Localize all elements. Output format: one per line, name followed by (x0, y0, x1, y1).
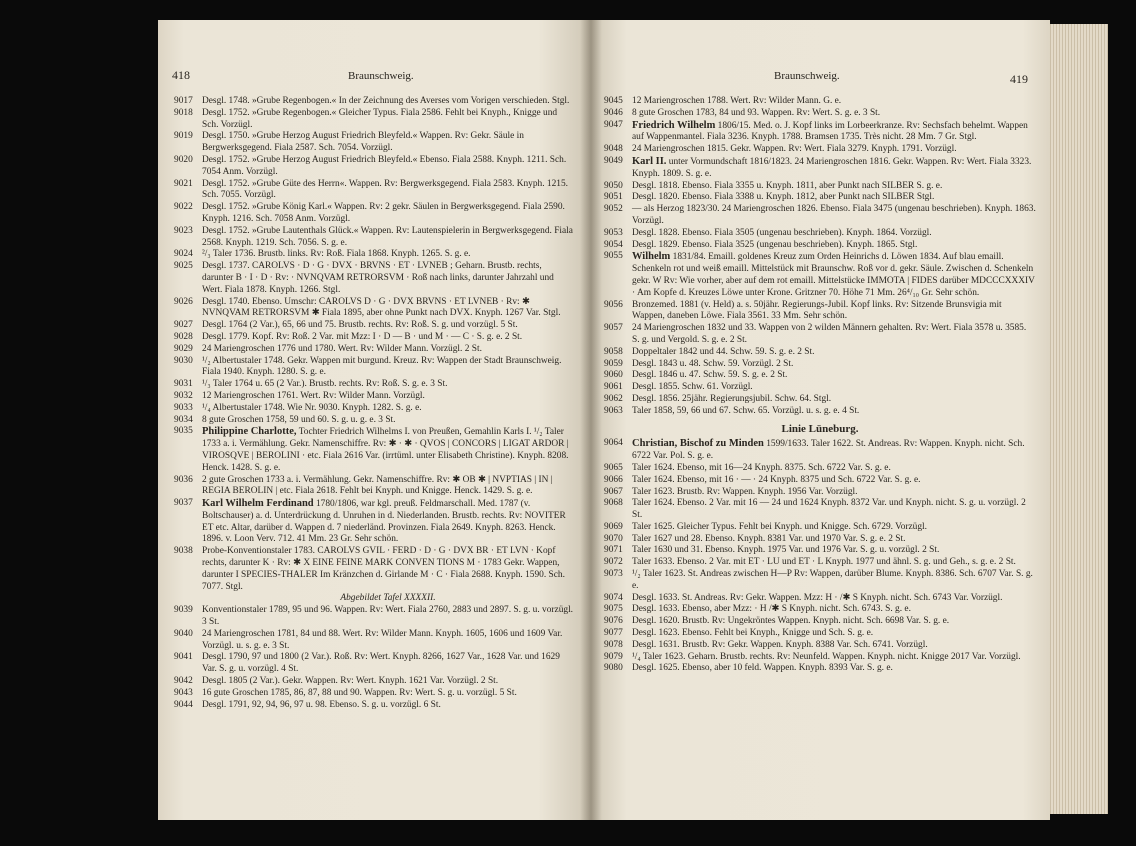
entry-text: 24 Mariengroschen 1781, 84 und 88. Wert. Rv: Wilder Mann. Knyph. 1605, 1606 und 1609 Var. Vorzügl. u. s. g. e. 3 St. (202, 628, 563, 651)
entry-number: 9066 (604, 474, 623, 485)
catalog-entry (174, 356, 574, 380)
catalog-entry (174, 179, 574, 203)
catalog-entry (604, 204, 1036, 228)
entry-number: 9025 (174, 261, 193, 272)
entry-text: 24 Mariengroschen 1776 und 1780. Wert. Rv: Wilder Mann. Vorzügl. 2 St. (202, 343, 482, 354)
entry-number: 9059 (604, 358, 623, 369)
entry-number: 9039 (174, 605, 193, 616)
entry-number: 9076 (604, 616, 623, 627)
entry-number: 9035 (174, 426, 193, 437)
catalog-entry (174, 320, 574, 332)
entry-number: 9046 (604, 107, 623, 118)
entry-text: — als Herzog 1823/30. 24 Mariengroschen 1826. Ebenso. Fiala 3475 (ungenau beschrieben). Knyph. 1863. Vorzügl. (632, 204, 1036, 226)
left-page (158, 20, 590, 820)
catalog-entry (604, 382, 1036, 394)
catalog-entry (604, 240, 1036, 252)
catalog-entry (174, 700, 574, 712)
entry-number: 9026 (174, 296, 193, 307)
entry-number: 9070 (604, 533, 623, 544)
ruler-name: Friedrich Wilhelm (632, 119, 716, 131)
entry-number: 9055 (604, 251, 623, 262)
entry-text: 24 Mariengroschen 1832 und 33. Wappen von 2 wilden Männern gehalten. Rv: Wert. Fiala 3578 u. 3585. S. g. und Vergold. S. g. e. 2 St. (632, 323, 1027, 345)
ruler-name: Karl Wilhelm Ferdinand (202, 498, 314, 510)
entry-number: 9053 (604, 227, 623, 238)
entry-text: Desgl. 1752. »Grube König Karl.« Wappen. Rv: 2 gekr. Säulen in Bergwerksgegend. Fiala 2590. Knyph. 1216. Sch. 7058 Anm. Vorzügl. (202, 202, 565, 224)
entry-text: Taler 1625. Gleicher Typus. Fehlt bei Knyph. und Knigge. Sch. 6729. Vorzügl. (632, 521, 928, 532)
entry-number: 9044 (174, 699, 193, 710)
book-spine (580, 20, 602, 820)
entry-number: 9037 (174, 498, 193, 509)
entry-number: 9080 (604, 663, 623, 674)
entry-number: 9062 (604, 393, 623, 404)
entry-text: 24 Mariengroschen 1815. Gekr. Wappen. Rv: Wert. Fiala 3279. Knyph. 1791. Vorzügl. (632, 144, 957, 155)
entry-number: 9030 (174, 355, 193, 366)
page-number-right: 419 (1010, 72, 1028, 86)
entry-text: ¹/₃ Taler 1764 u. 65 (2 Var.). Brustb. rechts. Rv: Roß. S. g. e. 3 St. (202, 379, 448, 390)
entry-text: Desgl. 1820. Ebenso. Fiala 3388 u. Knyph. 1812, aber Punkt nach SILBER Stgl. (632, 192, 935, 203)
entry-text: ²/₃ Taler 1736. Brustb. links. Rv: Roß. Fiala 1868. Knyph. 1265. S. g. e. (202, 249, 471, 260)
entry-number: 9061 (604, 382, 623, 393)
entry-text: Desgl. 1748. »Grube Regenbogen.« In der Zeichnung des Averses vom Vorigen verschieden. Stgl. (202, 96, 570, 106)
entry-number: 9072 (604, 557, 623, 568)
catalog-entry (174, 226, 574, 250)
catalog-entry (174, 344, 574, 356)
entry-number: 9024 (174, 249, 193, 260)
entry-number: 9058 (604, 346, 623, 357)
entry-text: Bronzemed. 1881 (v. Held) a. s. 50jähr. Regierungs-Jubil. Kopf links. Rv: Sitzende Brunsvigia mit Wappen, daneben Löwe. Fiala 3561. 33 Mm. Sehr schön. (632, 299, 1002, 322)
catalog-entry (604, 522, 1036, 534)
ruler-name: Wilhelm (632, 251, 671, 263)
entry-number: 9041 (174, 652, 193, 663)
entry-text: 8 gute Groschen 1783, 84 und 93. Wappen. Rv: Wert. S. g. e. 3 St. (632, 107, 881, 118)
entry-text: Desgl. 1843 u. 48. Schw. 59. Vorzügl. 2 St. (632, 358, 794, 369)
catalog-entry (604, 663, 1036, 675)
entry-number: 9065 (604, 462, 623, 473)
catalog-entry (174, 426, 574, 474)
open-book (158, 20, 1108, 820)
entry-text: 12 Mariengroschen 1788. Wert. Rv: Wilder Mann. G. e. (632, 96, 842, 106)
catalog-entry (604, 96, 1036, 108)
catalog-entry (604, 557, 1036, 569)
entry-text: Desgl. 1737. CAROLVS · D · G · DVX · BRVNS · ET · LVNEB ; Geharn. Brustb. rechts, darunter B · I · D · Rv: · NVNQVAM RETRORSVM · Roß nach links, darunter Jahrzahl und Wert. Fiala 1878. Knyph. 1266. Stgl. (202, 261, 554, 295)
catalog-entry (174, 605, 574, 629)
entry-number: 9034 (174, 414, 193, 425)
entry-text: Taler 1624. Ebenso. 2 Var. mit 16 — 24 und 1624 Knyph. 8372 Var. und Knyph. nicht. S. g. u. vorzügl. 2 St. (632, 498, 1026, 521)
catalog-entry (174, 249, 574, 261)
entry-text: Desgl. 1829. Ebenso. Fiala 3525 (ungenau beschrieben). Knyph. 1865. Stgl. (632, 239, 918, 250)
entry-text: Desgl. 1805 (2 Var.). Gekr. Wappen. Rv: Wert. Knyph. 1621 Var. Vorzügl. 2 St. (202, 676, 499, 687)
plate-caption: Abgebildet Tafel XXXXII. (340, 593, 436, 604)
entry-text: 1599/1633. Taler 1622. St. Andreas. Rv: Wappen. Knyph. nicht. Sch. 6722 Var. Pol. S. g. e. (632, 439, 1025, 462)
catalog-entry (604, 394, 1036, 406)
entry-number: 9017 (174, 96, 193, 106)
catalog-entry (174, 546, 574, 605)
catalog-entry (604, 475, 1036, 487)
entry-text: Desgl. 1623. Ebenso. Fehlt bei Knyph., Knigge und Sch. S. g. e. (632, 628, 874, 639)
entry-text: Desgl. 1779. Kopf. Rv: Roß. 2 Var. mit Mzz: I · D — B · und M · — C · S. g. e. 2 St. (202, 331, 523, 342)
entry-number: 9077 (604, 628, 623, 639)
entry-number: 9023 (174, 225, 193, 236)
catalog-entry (604, 359, 1036, 371)
catalog-entry (174, 403, 574, 415)
entry-number: 9063 (604, 405, 623, 416)
ruler-name: Philippine Charlotte, (202, 426, 297, 438)
running-head-left: Braunschweig. (348, 70, 414, 82)
entry-number: 9049 (604, 155, 623, 166)
entry-number: 9043 (174, 687, 193, 698)
entry-text: 8 gute Groschen 1758, 59 und 60. S. g. u. g. e. 3 St. (202, 414, 396, 425)
entry-number: 9051 (604, 192, 623, 203)
entry-number: 9079 (604, 651, 623, 662)
entry-text: 1780/1806, war kgl. preuß. Feldmarschall. Med. 1787 (v. Boltschauser) a. d. Unterdrückung d. Unruhen in d. Niederlanden. Brustb. rechts. Rv: NOVITER ET etc. Altar, darüber d. Wappen d. 7 niederländ. Provinzen. Fiala 2649. Knyph. 8263. Henck. 1896. v. Loon Verv. 712. 41 Mm. 23 Gr. Sehr schön. (202, 499, 566, 545)
catalog-entry (174, 108, 574, 132)
entry-number: 9069 (604, 521, 623, 532)
entry-text: Tochter Friedrich Wilhelms I. von Preußen, Gemahlin Karls I. ¹/₂ Taler 1733 a. i. Vermählung. Gekr. Namenschiffre. Rv: ✱ · ✱ · QVOS | CONCORS | LIGAT ARDOR | VIROSQVE | BEROLINI · etc. Fiala 2616 Var. (irrtüml. unter Elisabeth Christine). Knyph. 8208. Henck. 1428. S. g. e. (202, 427, 569, 473)
catalog-entry (174, 131, 574, 155)
catalog-entry (604, 593, 1036, 605)
entry-text: Taler 1624. Ebenso, mit 16—24 Knyph. 8375. Sch. 6722 Var. S. g. e. (632, 462, 891, 473)
entry-number: 9060 (604, 370, 623, 381)
entry-text: Taler 1624. Ebenso, mit 16 · — · 24 Knyph. 8375 und Sch. 6722 Var. S. g. e. (632, 474, 921, 485)
entry-number: 9045 (604, 96, 623, 106)
catalog-entry (604, 406, 1036, 418)
entry-number: 9067 (604, 486, 623, 497)
entry-number: 9078 (604, 639, 623, 650)
page-edges (1050, 24, 1108, 814)
entry-text: Desgl. 1856. 25jähr. Regierungsjubil. Schw. 64. Stgl. (632, 393, 832, 404)
entry-text: Desgl. 1752. »Grube Lautenthals Glück.« Wappen. Rv: Lautenspielerin in Bergwerksgegend. Fiala 2568. Knyph. 1219. Sch. 7056. S. g. e. (202, 225, 573, 248)
catalog-entry (604, 569, 1036, 593)
entry-number: 9071 (604, 545, 623, 556)
catalog-entry (174, 297, 574, 321)
entry-text: Konventionstaler 1789, 95 und 96. Wappen. Rv: Wert. Fiala 2760, 2883 und 2897. S. g. u. vorzügl. 3 St. (202, 605, 574, 628)
catalog-entry (604, 347, 1036, 359)
catalog-entry (604, 545, 1036, 557)
entry-text: Desgl. 1633. Ebenso, aber Mzz: · H /✱ S Knyph. nicht. Sch. 6743. S. g. e. (632, 604, 911, 615)
entry-number: 9047 (604, 119, 623, 130)
catalog-entry (174, 379, 574, 391)
catalog-entry (174, 676, 574, 688)
entry-number: 9073 (604, 569, 623, 580)
catalog-entry (174, 498, 574, 546)
entry-text: ¹/₄ Albertustaler 1748. Wie Nr. 9030. Knyph. 1282. S. g. e. (202, 402, 422, 413)
section-title: Linie Lüneburg. (781, 422, 859, 435)
catalog-entry (604, 604, 1036, 616)
entry-text: Desgl. 1631. Brustb. Rv: Gekr. Wappen. Knyph. 8388 Var. Sch. 6741. Vorzügl. (632, 639, 928, 650)
entry-number: 9068 (604, 498, 623, 509)
entry-text: Taler 1630 und 31. Ebenso. Knyph. 1975 Var. und 1976 Var. S. g. u. vorzügl. 2 St. (632, 545, 940, 556)
entry-number: 9036 (174, 474, 193, 485)
entry-number: 9031 (174, 379, 193, 390)
running-head-right: Braunschweig. (774, 70, 840, 82)
entry-text: Taler 1623. Brustb. Rv: Wappen. Knyph. 1956 Var. Vorzügl. (632, 486, 858, 497)
entry-number: 9075 (604, 604, 623, 615)
entry-text: Desgl. 1764 (2 Var.), 65, 66 und 75. Brustb. rechts. Rv: Roß. S. g. und vorzügl. 5 St. (202, 320, 518, 331)
entry-text: Desgl. 1818. Ebenso. Fiala 3355 u. Knyph. 1811, aber Punkt nach SILBER S. g. e. (632, 180, 943, 191)
ruler-name: Karl II. (632, 155, 667, 167)
catalog-entry (174, 652, 574, 676)
entry-number: 9057 (604, 323, 623, 334)
catalog-entry (174, 261, 574, 296)
catalog-entry (174, 155, 574, 179)
entry-text: Desgl. 1752. »Grube Güte des Herrn«. Wappen. Rv: Bergwerksgegend. Fiala 2583. Knyph. 1215. Sch. 7055. Vorzügl. (202, 178, 569, 201)
entry-text: 16 gute Groschen 1785, 86, 87, 88 und 90. Wappen. Rv: Wert. S. g. u. vorzügl. 5 St. (202, 687, 517, 698)
entry-text: Taler 1633. Ebenso. 2 Var. mit ET · LU und ET · L Knyph. 1977 und ähnl. S. g. und Geh., s. g. e. 2 St. (632, 557, 1016, 568)
entry-number: 9064 (604, 438, 623, 449)
entry-text: Probe-Konventionstaler 1783. CAROLVS GVIL · FERD · D · G · DVX BR · ET LVN · Kopf rechts, darunter K · Rv: ✱ X EINE FEINE MARK CONVEN TIONS M · 1783 Gekr. Wappen, darunter I SPECIES-THALER Im Kränzchen d. Girlande M · C · Fiala 2688. Knyph. 1590. Sch. 7077. Stgl. (202, 546, 565, 592)
entry-number: 9018 (174, 107, 193, 118)
entry-number: 9056 (604, 299, 623, 310)
catalog-entry (604, 181, 1036, 193)
entry-text: Desgl. 1828. Ebenso. Fiala 3505 (ungenau beschrieben). Knyph. 1864. Vorzügl. (632, 227, 932, 238)
catalog-entry (604, 156, 1036, 181)
catalog-entry (604, 534, 1036, 546)
catalog-entry (604, 228, 1036, 240)
entry-number: 9020 (174, 154, 193, 165)
entry-number: 9021 (174, 178, 193, 189)
entry-text: Desgl. 1790, 97 und 1800 (2 Var.). Roß. Rv: Wert. Knyph. 8266, 1627 Var., 1628 Var. und 1629 Var. S. g. u. vorzügl. 4 St. (202, 652, 560, 675)
catalog-entry (604, 463, 1036, 475)
catalog-entry (604, 192, 1036, 204)
entry-number: 9048 (604, 144, 623, 155)
entry-number: 9038 (174, 546, 193, 557)
catalog-entry (174, 202, 574, 226)
right-column (604, 96, 1036, 675)
entry-text: Desgl. 1620. Brustb. Rv: Ungekröntes Wappen. Knyph. nicht. Sch. 6698 Var. S. g. e. (632, 616, 950, 627)
entry-number: 9032 (174, 390, 193, 401)
catalog-entry (174, 688, 574, 700)
entry-text: ¹/₂ Albertustaler 1748. Gekr. Wappen mit burgund. Kreuz. Rv: Wappen der Stadt Braunschweig. Fiala 1940. Knyph. 1280. S. g. e. (202, 355, 562, 378)
catalog-entry (604, 323, 1036, 347)
entry-text: 1831/84. Emaill. goldenes Kreuz zum Orden Heinrichs d. Löwen 1834. Auf blau emaill. Schenkeln rot und weiß emaill. Mittelstück mit Braunschw. Roß vor d. gekr. Säule. Zwischen d. Schenkeln gekr. W Rv: Wie vorher, aber auf dem rot emaill. Mittelstücke IMMOTA | FIDES darüber MDCCCXXXIV · Am Kopfe d. Kreuzes Löwe unter Krone. Gritzner 70. Höhe 71 Mm. 26⁴/₁₀ Gr. Sehr schön. (632, 252, 1035, 298)
entry-text: Desgl. 1791, 92, 94, 96, 97 u. 98. Ebenso. S. g. u. vorzügl. 6 St. (202, 699, 441, 710)
entry-number: 9054 (604, 239, 623, 250)
catalog-entry (604, 144, 1036, 156)
entry-text: ¹/₂ Taler 1623. St. Andreas zwischen H—P Rv: Wappen, darüber Blume. Knyph. 8386. Sch. 6707 Var. S. g. e. (632, 569, 1033, 591)
entry-text: Desgl. 1752. »Grube Regenbogen.« Gleicher Typus. Fiala 2586. Fehlt bei Knyph., Knigge und Sch. Vorzügl. (202, 107, 558, 130)
entry-number: 9022 (174, 202, 193, 213)
catalog-entry (604, 628, 1036, 640)
catalog-entry (604, 438, 1036, 463)
catalog-entry (604, 652, 1036, 664)
entry-number: 9074 (604, 592, 623, 603)
entry-text: Desgl. 1633. St. Andreas. Rv: Gekr. Wappen. Mzz: H · /✱ S Knyph. nicht. Sch. 6743 Var. Vorzügl. (632, 592, 1003, 603)
catalog-entry (174, 332, 574, 344)
entry-number: 9050 (604, 180, 623, 191)
entry-text: Taler 1627 und 28. Ebenso. Knyph. 8381 Var. und 1970 Var. S. g. e. 2 St. (632, 533, 906, 544)
entry-number: 9040 (174, 628, 193, 639)
catalog-entry (604, 108, 1036, 120)
entry-text: Desgl. 1750. »Grube Herzog August Friedrich Bleyfeld.« Wappen. Rv: Gekr. Säule in Bergwerksgegend. Fiala 2587. Sch. 7054. Vorzügl. (202, 131, 524, 154)
entry-text: Desgl. 1625. Ebenso, aber 10 feld. Wappen. Knyph. 8393 Var. S. g. e. (632, 663, 893, 674)
catalog-entry (174, 415, 574, 427)
entry-text: Taler 1858, 59, 66 und 67. Schw. 65. Vorzügl. u. s. g. e. 4 St. (632, 405, 860, 416)
entry-number: 9028 (174, 331, 193, 342)
catalog-entry (604, 616, 1036, 628)
entry-text: ¹/₄ Taler 1623. Geharn. Brustb. rechts. Rv: Neunfeld. Wappen. Knyph. nicht. Knigge 2017 Var. Vorzügl. (632, 651, 1021, 662)
entry-text: unter Vormundschaft 1816/1823. 24 Mariengroschen 1816. Gekr. Wappen. Rv: Wert. Fiala 3323. Knyph. 1809. S. g. e. (632, 156, 1032, 179)
catalog-entry (604, 370, 1036, 382)
catalog-entry (604, 120, 1036, 145)
page-number-left: 418 (172, 68, 190, 82)
entry-text: Doppeltaler 1842 und 44. Schw. 59. S. g. e. 2 St. (632, 346, 815, 357)
catalog-entry (174, 96, 574, 108)
entry-number: 9052 (604, 204, 623, 215)
catalog-entry (174, 391, 574, 403)
entry-text: Desgl. 1846 u. 47. Schw. 59. S. g. e. 2 St. (632, 370, 788, 381)
ruler-name: Christian, Bischof zu Minden (632, 438, 764, 450)
entry-text: 12 Mariengroschen 1761. Wert. Rv: Wilder Mann. Vorzügl. (202, 390, 425, 401)
catalog-entry (604, 251, 1036, 299)
entry-number: 9027 (174, 320, 193, 331)
entry-text: Desgl. 1855. Schw. 61. Vorzügl. (632, 382, 753, 393)
entry-number: 9033 (174, 402, 193, 413)
catalog-entry (604, 487, 1036, 499)
left-column (174, 96, 574, 711)
right-page (590, 20, 1050, 820)
entry-text: Desgl. 1740. Ebenso. Umschr: CAROLVS D · G · DVX BRVNS · ET LVNEB · Rv: ✱ NVNQVAM RETRORSVM ✱ Fiala 1895, aber ohne Punkt nach DVX. Knyph. 1267 Var. Stgl. (202, 296, 561, 319)
entry-text: 2 gute Groschen 1733 a. i. Vermählung. Gekr. Namenschiffre. Rv: ✱ OB ✱ | NVPTIAS | IN | REGIA BEROLIN | etc. Fiala 2618. Fehlt bei Knyph. und Knigge. Henck. 1429. S. g. e. (202, 474, 553, 497)
catalog-entry (604, 498, 1036, 522)
catalog-entry (604, 300, 1036, 324)
entry-text: 1806/15. Med. o. J. Kopf links im Lorbeerkranze. Rv: Sechsfach behelmt. Wappen auf Wappenmantel. Fiala 3236. Knyph. 1788. Bramsen 1735. Très nicht. 28 Mm. 7 Gr. Stgl. (632, 120, 1028, 143)
entry-number: 9019 (174, 131, 193, 142)
catalog-entry (174, 475, 574, 499)
catalog-entry (604, 640, 1036, 652)
entry-number: 9042 (174, 676, 193, 687)
entry-text: Desgl. 1752. »Grube Herzog August Friedrich Bleyfeld.« Ebenso. Fiala 2588. Knyph. 1211. Sch. 7054 Anm. Vorzügl. (202, 154, 567, 177)
catalog-entry (174, 629, 574, 653)
entry-number: 9029 (174, 343, 193, 354)
